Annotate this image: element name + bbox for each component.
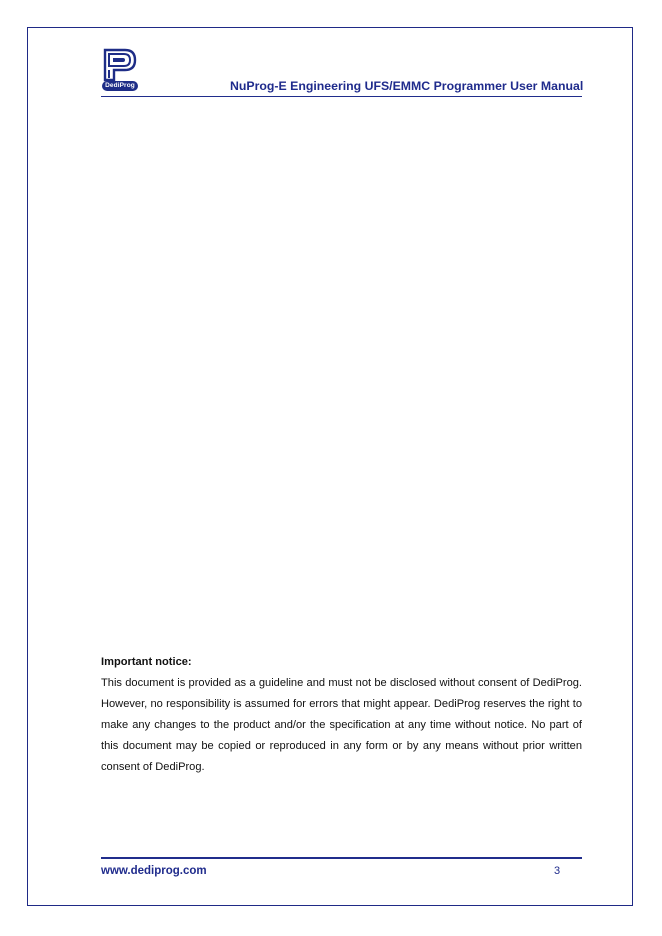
page-number: 3 xyxy=(553,865,561,877)
notice-body: This document is provided as a guideline and must not be disclosed without consent of DediProg. However, no responsibility is assumed for errors that might appear. DediProg reserves the right to make any changes to the product and/or the specification at any time without notice. No part of this document may be copied or reproduced in any form or by any means without prior written consent of DediProg. xyxy=(101,677,582,773)
logo-wordmark: DediProg xyxy=(102,81,138,91)
important-notice xyxy=(101,652,582,778)
notice-heading: Important notice: xyxy=(101,656,192,668)
header-divider xyxy=(101,96,582,97)
document-title: NuProg-E Engineering UFS/EMMC Programmer User Manual xyxy=(230,79,584,93)
footer-website-link[interactable]: www.dediprog.com xyxy=(101,865,207,877)
footer-divider xyxy=(101,857,582,859)
